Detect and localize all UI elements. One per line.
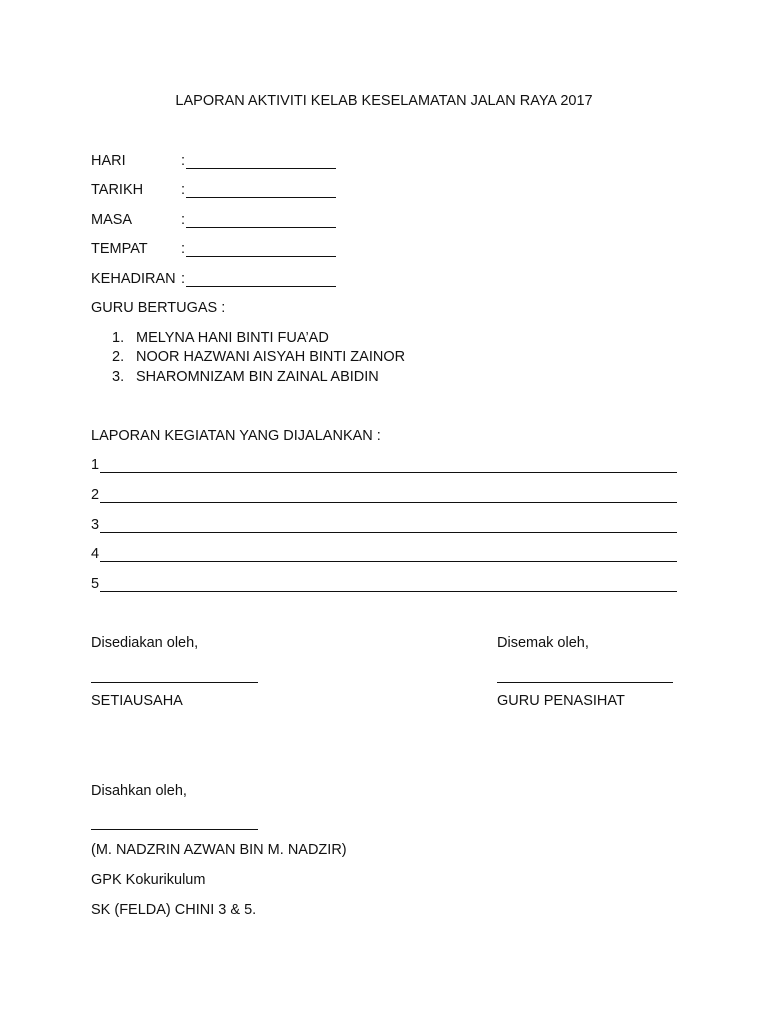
field-label-tarikh: TARIKH <box>91 182 144 198</box>
report-line-blank[interactable] <box>100 489 677 503</box>
checked-by-label: Disemak oleh, <box>497 635 589 651</box>
report-line-number: 2 <box>91 487 100 503</box>
field-label-tempat: TEMPAT <box>91 241 148 257</box>
prepared-by-role: SETIAUSAHA <box>91 693 183 709</box>
approved-by-signature-line[interactable] <box>91 828 258 830</box>
prepared-by-signature-line[interactable] <box>91 681 258 683</box>
field-blank-hari[interactable] <box>186 155 336 169</box>
field-label-hari: HARI <box>91 153 126 169</box>
school-name: SK (FELDA) CHINI 3 & 5. <box>91 902 257 918</box>
checked-by-signature-line[interactable] <box>497 681 673 683</box>
list-item-number: 1. <box>112 330 125 346</box>
report-line-blank[interactable] <box>100 578 677 592</box>
duty-teacher-name: SHAROMNIZAM BIN ZAINAL ABIDIN <box>136 369 379 385</box>
duty-teachers-heading: GURU BERTUGAS : <box>91 300 226 316</box>
report-line-blank[interactable] <box>100 548 677 562</box>
field-colon: : <box>181 182 186 198</box>
field-label-masa: MASA <box>91 212 133 228</box>
duty-teacher-name: NOOR HAZWANI AISYAH BINTI ZAINOR <box>136 349 406 365</box>
report-line-number: 3 <box>91 517 100 533</box>
approver-position: GPK Kokurikulum <box>91 872 206 888</box>
checked-by-role: GURU PENASIHAT <box>497 693 625 709</box>
list-item-number: 3. <box>112 369 125 385</box>
report-line-blank[interactable] <box>100 519 677 533</box>
field-colon: : <box>181 271 186 287</box>
report-line-number: 4 <box>91 546 100 562</box>
list-item-number: 2. <box>112 349 125 365</box>
field-colon: : <box>181 241 186 257</box>
approved-by-label: Disahkan oleh, <box>91 783 187 799</box>
field-blank-tarikh[interactable] <box>186 184 336 198</box>
field-blank-masa[interactable] <box>186 214 336 228</box>
field-blank-kehadiran[interactable] <box>186 273 336 287</box>
report-line-number: 1 <box>91 457 100 473</box>
duty-teacher-name: MELYNA HANI BINTI FUA’AD <box>136 330 329 346</box>
report-line-blank[interactable] <box>100 459 677 473</box>
field-blank-tempat[interactable] <box>186 243 336 257</box>
prepared-by-label: Disediakan oleh, <box>91 635 199 651</box>
field-colon: : <box>181 212 186 228</box>
report-line-number: 5 <box>91 576 100 592</box>
report-heading: LAPORAN KEGIATAN YANG DIJALANKAN : <box>91 428 381 444</box>
field-label-kehadiran: KEHADIRAN <box>91 271 176 287</box>
document-title: LAPORAN AKTIVITI KELAB KESELAMATAN JALAN RAYA 2017 <box>175 93 593 109</box>
approver-name: (M. NADZRIN AZWAN BIN M. NADZIR) <box>91 842 347 858</box>
field-colon: : <box>181 153 186 169</box>
